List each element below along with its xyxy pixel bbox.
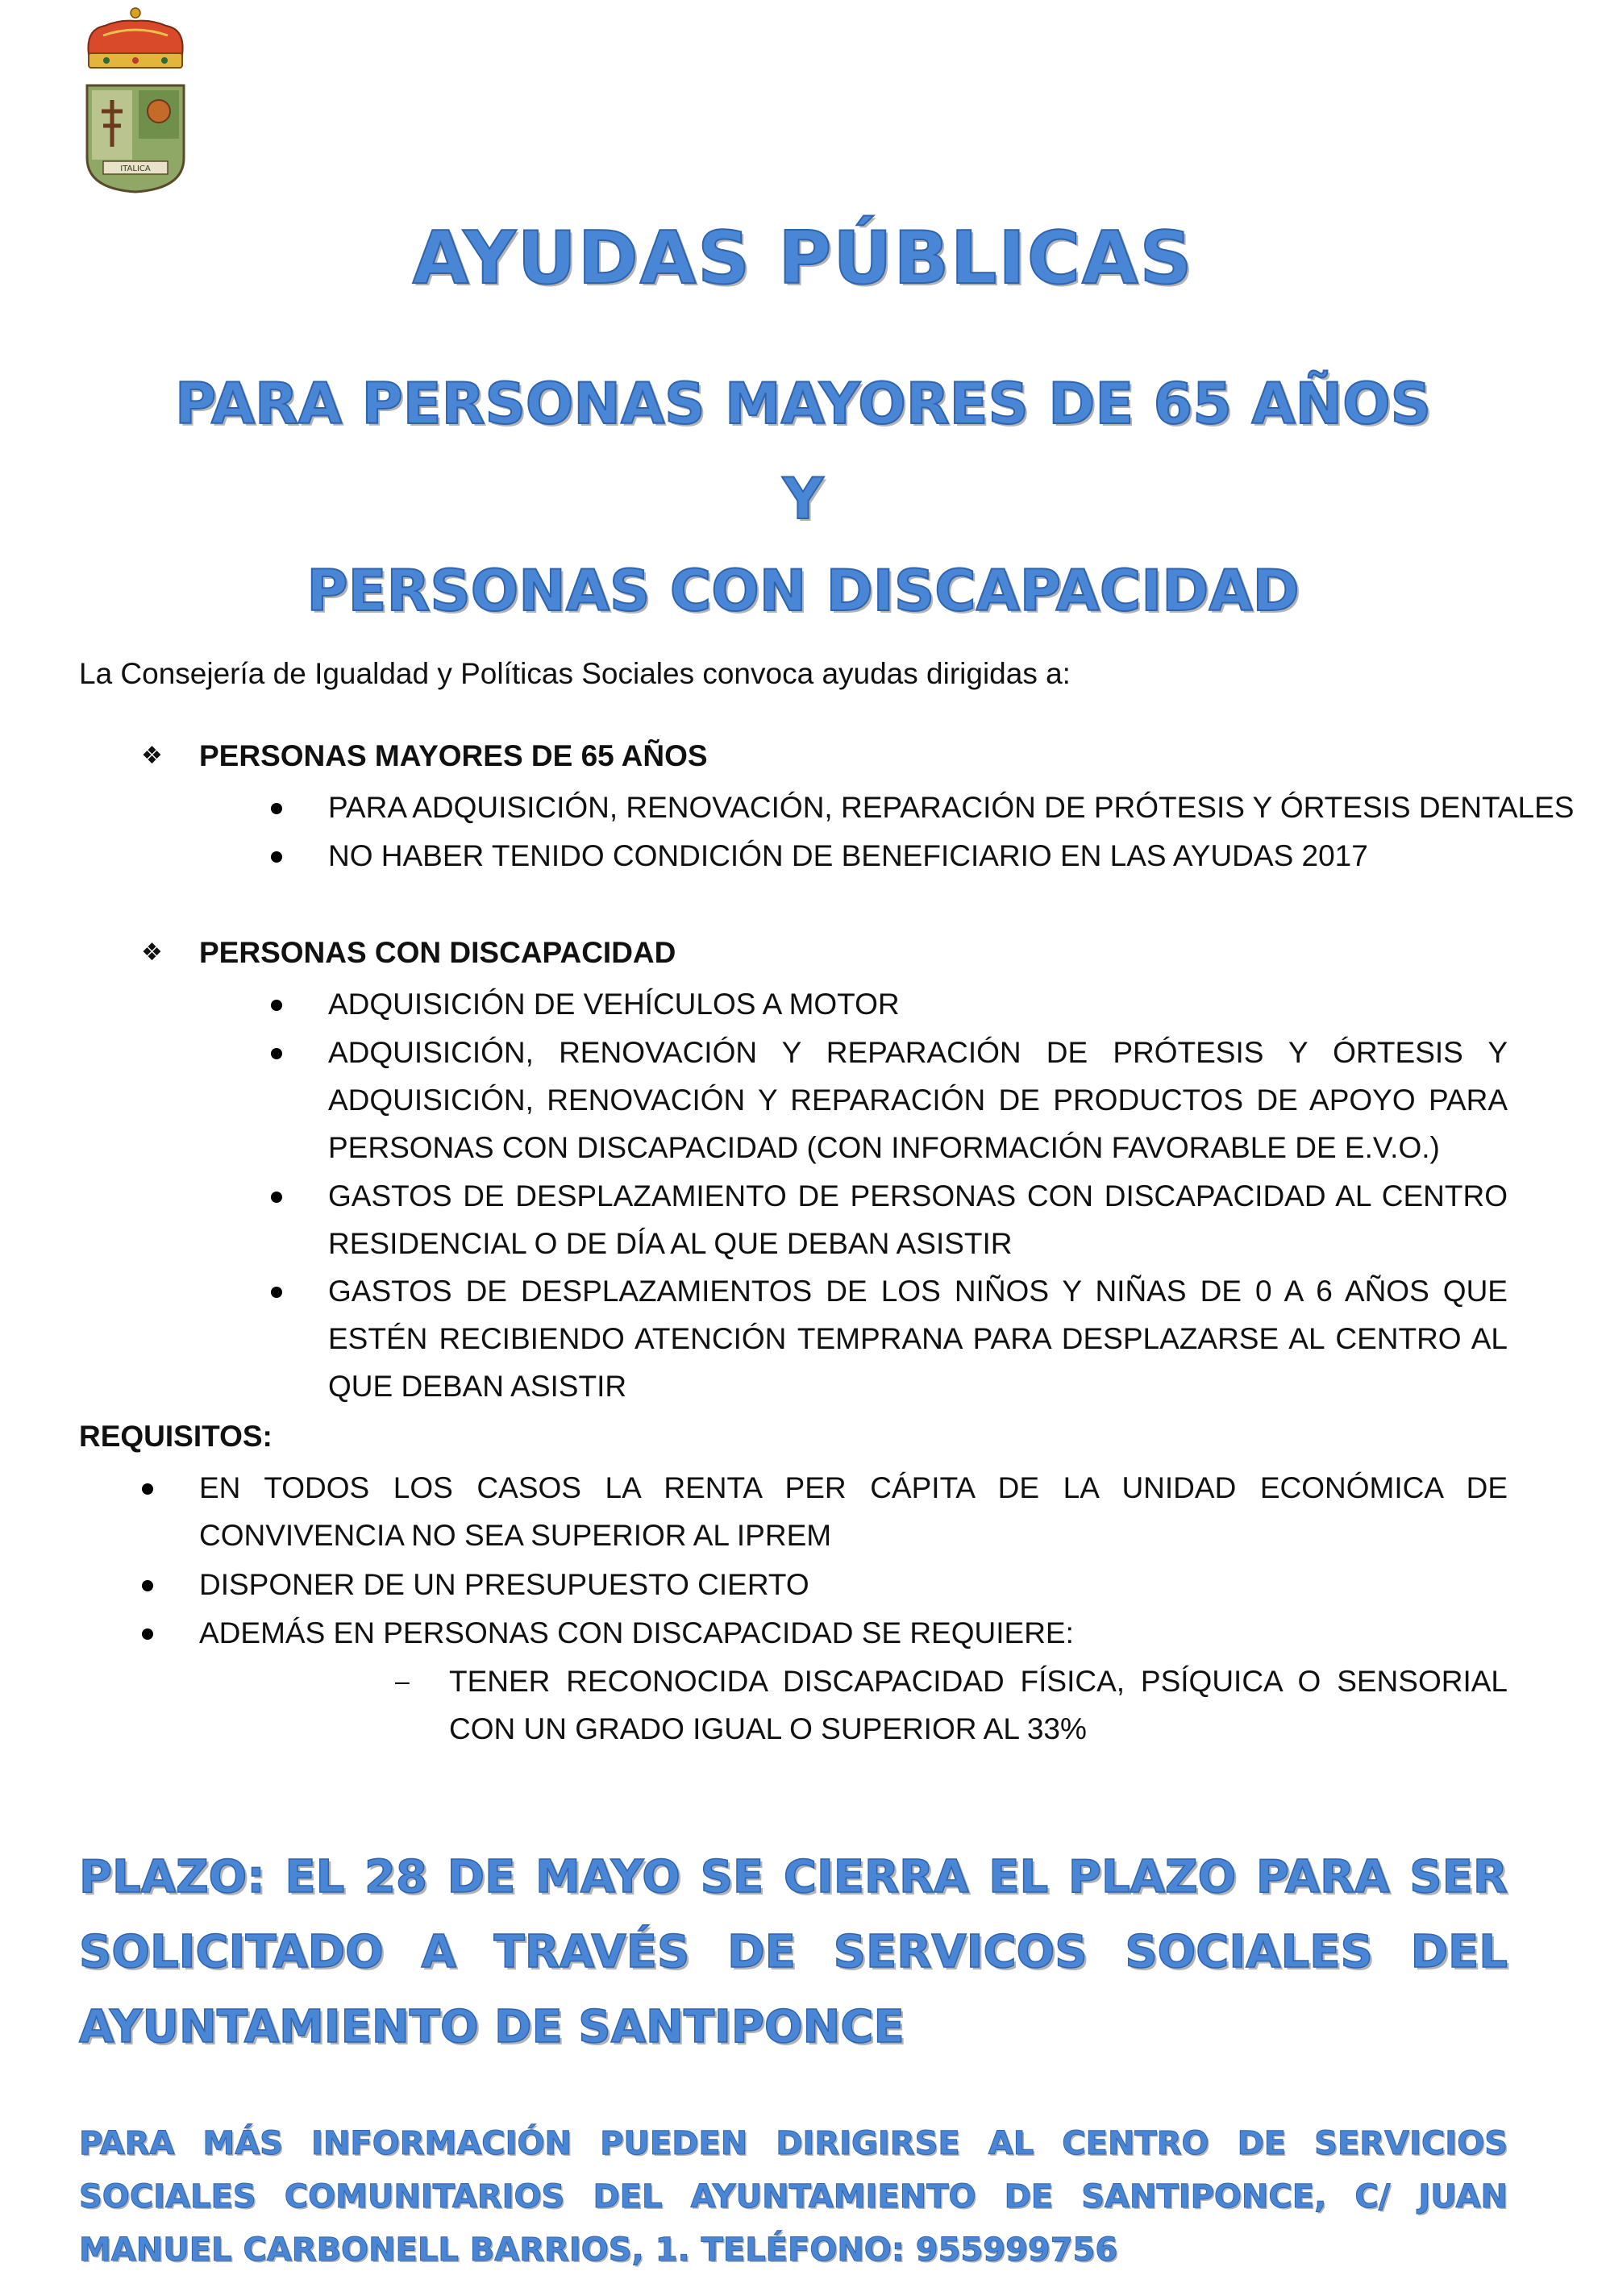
subtitle-discapacidad: PERSONAS CON DISCAPACIDAD: [306, 558, 1300, 624]
bullet-icon: [271, 1192, 282, 1203]
bullet-icon: [142, 1628, 153, 1640]
intro-text: La Consejería de Igualdad y Políticas Sociales convoca ayudas dirigidas a:: [79, 657, 1071, 690]
bullet-icon: [142, 1580, 153, 1591]
section-heading-discapacidad: PERSONAS CON DISCAPACIDAD: [199, 936, 676, 969]
shield-icon: [87, 85, 184, 192]
list-item: DISPONER DE UN PRESUPUESTO CIERTO: [199, 1568, 809, 1601]
subtitle-conjunction: Y: [782, 466, 824, 532]
diamond-bullet-icon: ❖: [141, 938, 163, 967]
bullet-icon: [271, 1287, 282, 1298]
deadline-notice: PLAZO: EL 28 DE MAYO SE CIERRA EL PLAZO PARA SER SOLICITADO A TRAVÉS DE SERVICOS SOCIALES DEL AYUNTAMIENTO DE SANTIPONCE: [79, 1851, 1508, 2053]
list-item: GASTOS DE DESPLAZAMIENTO DE PERSONAS CON DISCAPACIDAD AL CENTRO RESIDENCIAL O DE DÍA AL QUE DEBAN ASISTIR: [328, 1179, 1508, 1260]
subtitle-mayores: PARA PERSONAS MAYORES DE 65 AÑOS: [174, 371, 1432, 437]
bullet-icon: [271, 1048, 282, 1059]
list-item: ADQUISICIÓN, RENOVACIÓN Y REPARACIÓN DE PRÓTESIS Y ÓRTESIS Y ADQUISICIÓN, RENOVACIÓN Y REPARACIÓN DE PRODUCTOS DE APOYO PARA PERSONAS CON DISCAPACIDAD (CON INFORMACIÓN FAVORABLE DE E.V.O.): [328, 1036, 1508, 1164]
list-item: NO HABER TENIDO CONDICIÓN DE BENEFICIARIO EN LAS AYUDAS 2017: [328, 839, 1368, 872]
diamond-bullet-icon: ❖: [141, 742, 163, 770]
list-item: ADQUISICIÓN DE VEHÍCULOS A MOTOR: [328, 988, 900, 1021]
list-item: PARA ADQUISICIÓN, RENOVACIÓN, REPARACIÓN DE PRÓTESIS Y ÓRTESIS DENTALES: [328, 791, 1575, 824]
crest-banner-text: ITALICA: [120, 164, 151, 173]
contact-info: PARA MÁS INFORMACIÓN PUEDEN DIRIGIRSE AL CENTRO DE SERVICIOS SOCIALES COMUNITARIOS DEL AYUNTAMIENTO DE SANTIPONCE, C/ JUAN MANUEL CARBONELL BARRIOS, 1. TELÉFONO: 955999756: [79, 2125, 1508, 2269]
bullet-icon: [271, 1000, 282, 1011]
section-heading-mayores: PERSONAS MAYORES DE 65 AÑOS: [199, 739, 708, 772]
bullet-icon: [271, 851, 282, 863]
bullet-icon: [271, 803, 282, 814]
list-item: ADEMÁS EN PERSONAS CON DISCAPACIDAD SE REQUIERE:: [199, 1616, 1074, 1649]
list-item: GASTOS DE DESPLAZAMIENTOS DE LOS NIÑOS Y NIÑAS DE 0 A 6 AÑOS QUE ESTÉN RECIBIENDO ATENCIÓN TEMPRANA PARA DESPLAZARSE AL CENTRO AL QUE DEBAN ASISTIR: [328, 1275, 1508, 1403]
list-item: EN TODOS LOS CASOS LA RENTA PER CÁPITA DE LA UNIDAD ECONÓMICA DE CONVIVENCIA NO SEA SUPERIOR AL IPREM: [199, 1471, 1508, 1552]
page-title: AYUDAS PÚBLICAS: [412, 216, 1194, 301]
requisitos-heading: REQUISITOS:: [79, 1420, 273, 1453]
crown-icon: [88, 8, 182, 68]
municipal-coat-of-arms: [81, 5, 190, 195]
dash-bullet-icon: –: [395, 1666, 410, 1695]
sub-list-item: TENER RECONOCIDA DISCAPACIDAD FÍSICA, PSÍQUICA O SENSORIAL CON UN GRADO IGUAL O SUPERIOR AL 33%: [449, 1665, 1508, 1745]
bullet-icon: [142, 1483, 153, 1495]
